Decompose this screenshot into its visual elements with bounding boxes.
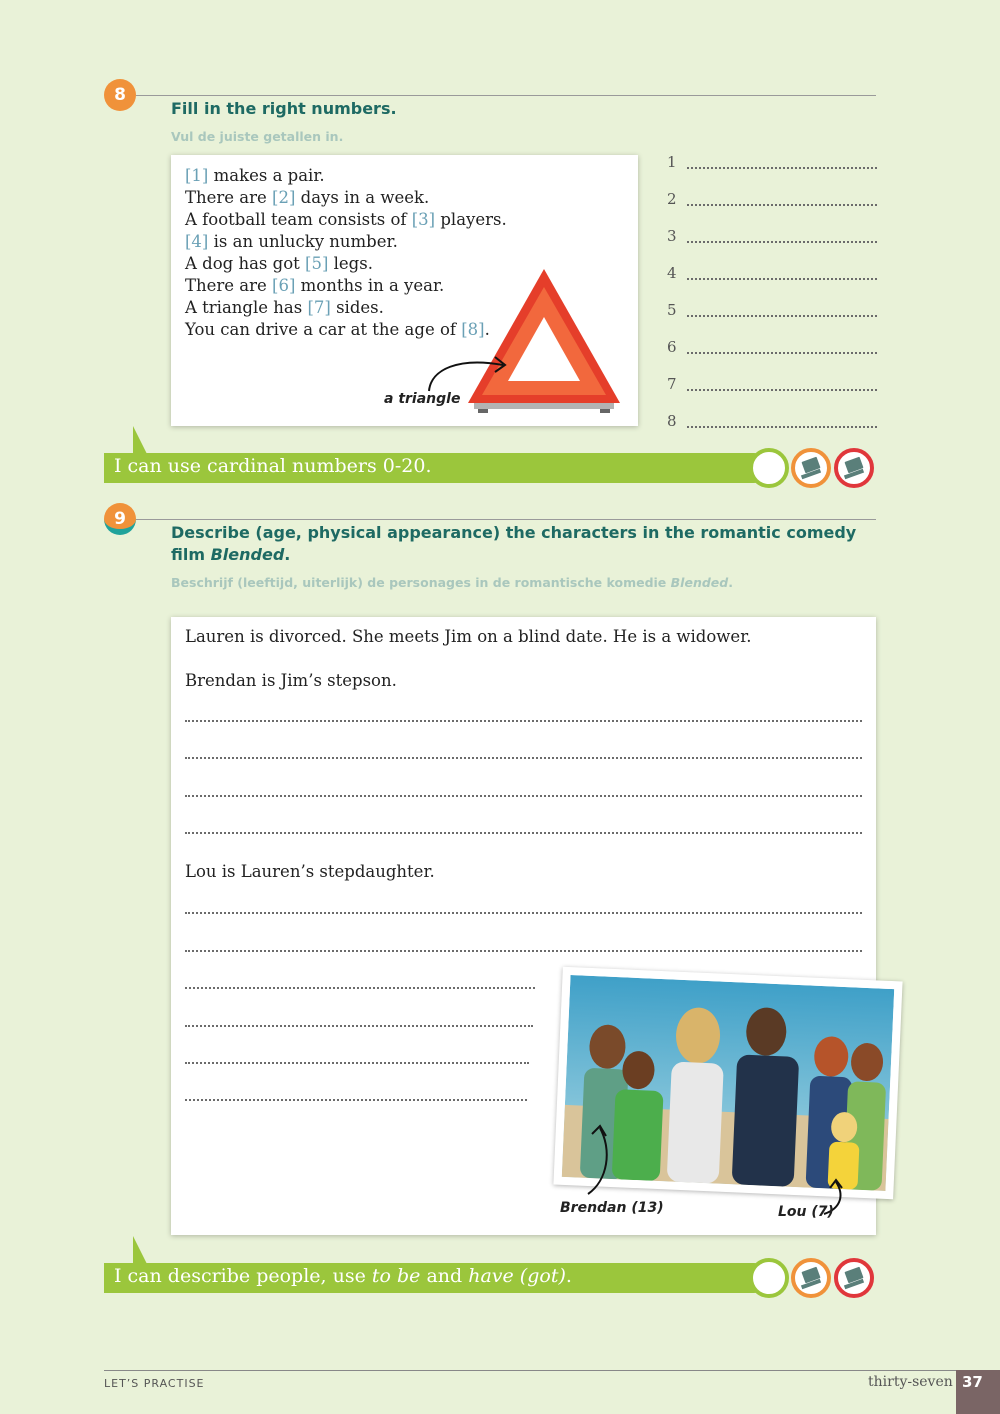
- answer-number: 1: [667, 153, 677, 171]
- answer-line-3[interactable]: [667, 227, 877, 245]
- answer-line-1[interactable]: [667, 153, 877, 171]
- answer-number: 6: [667, 338, 677, 356]
- sentence-text: There are: [185, 188, 273, 207]
- arrow-icon: [423, 353, 513, 395]
- writing-line[interactable]: [185, 912, 862, 914]
- sentence-8: [185, 319, 507, 341]
- answer-line-5[interactable]: [667, 301, 877, 319]
- sentence-text: legs.: [328, 254, 373, 273]
- writing-line[interactable]: [185, 1025, 533, 1027]
- blank-3: [3]: [411, 210, 436, 229]
- sentence-3: [185, 209, 507, 231]
- goal-bar-describe: [104, 1263, 769, 1293]
- goal-bar-tab: [133, 1236, 147, 1264]
- goal-part: have (got): [468, 1265, 566, 1287]
- writing-line[interactable]: [185, 987, 535, 989]
- self-assessment-circle[interactable]: [749, 1258, 789, 1298]
- writing-line[interactable]: [185, 795, 862, 797]
- goal-part: to be: [371, 1265, 421, 1287]
- goal-text: I can use cardinal numbers 0-20.: [114, 455, 432, 477]
- blank-2: [2]: [272, 188, 296, 207]
- answer-number: 3: [667, 227, 677, 245]
- brendan-label: Brendan (13): [560, 1200, 664, 1216]
- exercise-9-subtitle: [171, 575, 733, 590]
- writing-line[interactable]: [185, 720, 862, 722]
- lou-label: Lou (7): [778, 1204, 834, 1220]
- intro-text: Lauren is divorced. She meets Jim on a blind date. He is a widower.: [185, 627, 752, 646]
- writing-line[interactable]: [185, 950, 862, 952]
- goal-bar-tab: [133, 426, 147, 454]
- laptop-orange-icon[interactable]: [791, 1258, 831, 1298]
- laptop-orange-icon[interactable]: [791, 448, 831, 488]
- sentence-text: .: [484, 320, 490, 339]
- sentence-text: days in a week.: [295, 188, 430, 207]
- answer-number: 8: [667, 412, 677, 430]
- goal-part: I can describe people, use: [114, 1265, 372, 1287]
- answer-line-2[interactable]: [667, 190, 877, 208]
- exercise-9-divider: [136, 519, 876, 520]
- sentence-text: A dog has got: [185, 254, 306, 273]
- answer-dots: [687, 389, 877, 391]
- laptop-red-icon[interactable]: [834, 448, 874, 488]
- sentence-text: A football team consists of: [185, 210, 412, 229]
- answer-dots: [687, 167, 877, 169]
- sentence-text: players.: [435, 210, 507, 229]
- blank-4: [4]: [185, 232, 209, 251]
- answer-line-4[interactable]: [667, 264, 877, 282]
- blank-8: [8]: [461, 320, 485, 339]
- sentence-text: A triangle has: [185, 298, 308, 317]
- exercise-8-title: Fill in the right numbers.: [171, 99, 397, 118]
- triangle-label: a triangle: [384, 391, 461, 407]
- sentence-text: makes a pair.: [208, 166, 325, 185]
- exercise-8-number: 8: [104, 79, 136, 111]
- exercise-9-number: 9: [104, 503, 136, 535]
- title-text: Describe (age, physical appearance) the characters in the romantic comedy film: [171, 523, 857, 564]
- answer-line-8[interactable]: [667, 412, 877, 430]
- title-end: .: [284, 545, 291, 564]
- sentence-7: [185, 297, 507, 319]
- laptop-red-icon[interactable]: [834, 1258, 874, 1298]
- sentence-1: [185, 165, 507, 187]
- sentence-text: is an unlucky number.: [208, 232, 398, 251]
- sentence-text: months in a year.: [295, 276, 445, 295]
- answer-dots: [687, 278, 877, 280]
- writing-line[interactable]: [185, 1062, 529, 1064]
- answer-number: 7: [667, 375, 677, 393]
- arrow-icon: [578, 1120, 618, 1200]
- self-assessment-circle[interactable]: [749, 448, 789, 488]
- answer-dots: [687, 204, 877, 206]
- sentence-2: [185, 187, 507, 209]
- sentence-4: [185, 231, 507, 253]
- sentence-text: There are: [185, 276, 273, 295]
- answer-line-7[interactable]: [667, 375, 877, 393]
- goal-bar-numbers: [104, 453, 769, 483]
- answer-dots: [687, 315, 877, 317]
- sentence-5: [185, 253, 507, 275]
- blank-1: [1]: [185, 166, 209, 185]
- footer-left: LET’S PRACTISE: [104, 1377, 205, 1390]
- brendan-text: Brendan is Jim’s stepson.: [185, 671, 397, 690]
- film-title: Blended: [210, 545, 285, 564]
- sentence-text: sides.: [330, 298, 384, 317]
- goal-text: [114, 1265, 572, 1287]
- page-number: 37: [956, 1370, 1000, 1414]
- blank-7: [7]: [307, 298, 331, 317]
- answer-number: 5: [667, 301, 677, 319]
- footer-right: thirty-seven: [868, 1374, 953, 1390]
- sentence-6: [185, 275, 507, 297]
- answer-number: 4: [667, 264, 677, 282]
- sentence-text: You can drive a car at the age of: [185, 320, 462, 339]
- subtitle-film: Blended: [670, 575, 729, 590]
- sentence-list: [185, 165, 507, 341]
- subtitle-text: Beschrijf (leeftijd, uiterlijk) de personages in de romantische komedie: [171, 575, 667, 590]
- exercise-8-divider: [136, 95, 876, 96]
- answer-number: 2: [667, 190, 677, 208]
- answer-line-6[interactable]: [667, 338, 877, 356]
- blank-5: [5]: [305, 254, 329, 273]
- writing-line[interactable]: [185, 832, 862, 834]
- exercise-9-title: [171, 522, 871, 566]
- lou-text: Lou is Lauren’s stepdaughter.: [185, 862, 435, 881]
- answer-dots: [687, 241, 877, 243]
- answer-dots: [687, 352, 877, 354]
- exercise-8-subtitle: Vul de juiste getallen in.: [171, 129, 344, 144]
- writing-line[interactable]: [185, 757, 862, 759]
- goal-part: .: [565, 1265, 572, 1287]
- goal-part: and: [420, 1265, 469, 1287]
- exercise-8-card: [171, 155, 638, 426]
- answer-dots: [687, 426, 877, 428]
- subtitle-end: .: [728, 575, 733, 590]
- writing-line[interactable]: [185, 1099, 527, 1101]
- footer-divider: [104, 1370, 956, 1371]
- blank-6: [6]: [272, 276, 296, 295]
